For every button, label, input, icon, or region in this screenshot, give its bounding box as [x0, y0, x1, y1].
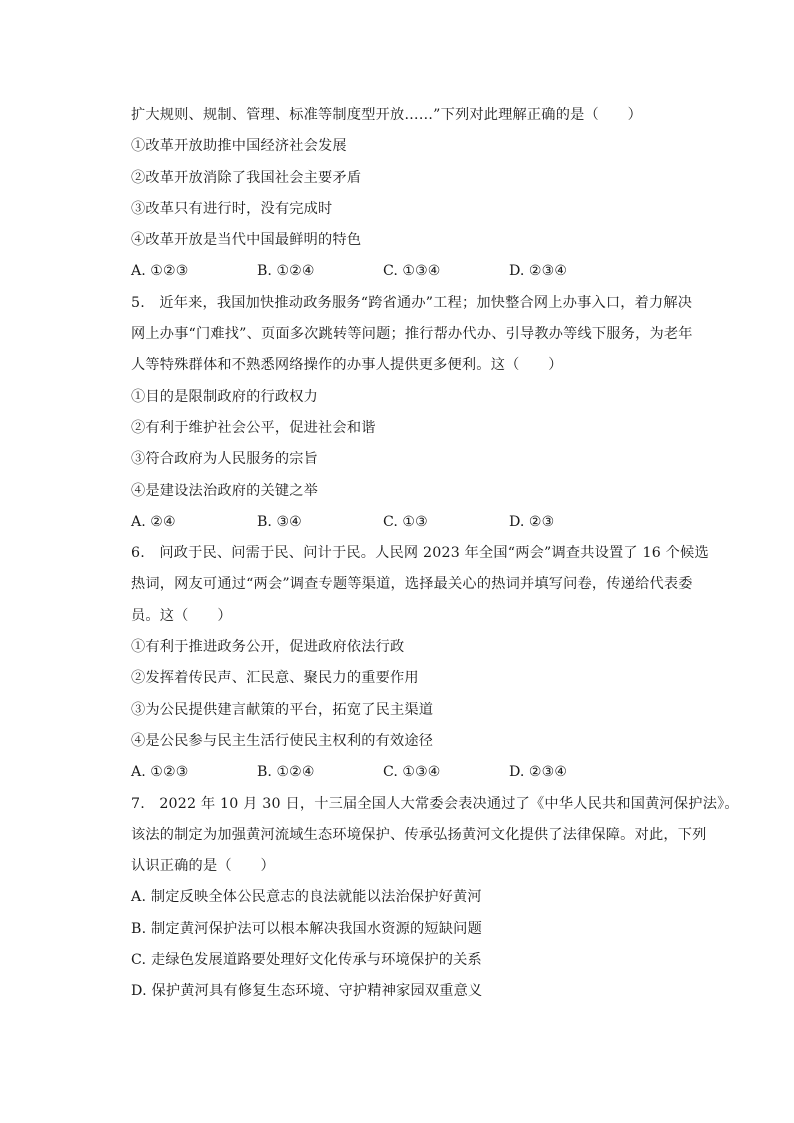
q7-option-b: B. 制定黄河保护法可以根本解决我国水资源的短缺问题 — [131, 920, 482, 937]
q6-stem-line-1: 6. 问政于民、问需于民、问计于民。人民网 2023 年全国“两会”调查共设置了 16 个候选 — [131, 545, 709, 562]
q5-statement-3: ③符合政府为人民服务的宗旨 — [131, 451, 319, 468]
q6-choice-a: A. ①②③ — [131, 764, 189, 781]
q4-choice-b: B. ①②④ — [257, 263, 315, 280]
q5-choices — [131, 507, 711, 538]
q5-choice-c: C. ①③ — [383, 513, 428, 530]
q5-statement-4: ④是建设法治政府的关键之举 — [131, 482, 319, 499]
q5-statement-2: ②有利于维护社会公平，促进社会和谐 — [131, 419, 376, 436]
q7-stem-line-3: 认识正确的是（ ） — [131, 858, 275, 875]
q7-stem-line-2: 该法的制定为加强黄河流域生态环境保护、传承弘扬黄河文化提供了法律保障。对此，下列 — [131, 826, 707, 843]
q6-statement-3: ③为公民提供建言献策的平台，拓宽了民主渠道 — [131, 701, 434, 718]
q5-stem-line-1: 5. 近年来，我国加快推动政务服务“跨省通办”工程；加快整合网上办事入口，着力解决 — [131, 294, 693, 311]
q5-choice-a: A. ②④ — [131, 513, 176, 530]
q6-choices — [131, 757, 711, 788]
q5-choice-d: D. ②③ — [509, 513, 555, 530]
q4-statement-1: ①改革开放助推中国经济社会发展 — [131, 138, 347, 155]
q7-stem-line-1: 7. 2022 年 10 月 30 日，十三届全国人大常委会表决通过了《中华人民共和国黄河保护法》。 — [131, 795, 739, 812]
q6-statement-2: ②发挥着传民声、汇民意、聚民力的重要作用 — [131, 670, 419, 687]
q4-choice-d: D. ②③④ — [509, 263, 568, 280]
q5-stem-line-2: 网上办事“门难找”、页面多次跳转等问题；推行帮办代办、引导教办等线下服务，为老年 — [131, 326, 693, 343]
q4-statement-3: ③改革只有进行时，没有完成时 — [131, 200, 333, 217]
q4-choices — [131, 256, 711, 287]
q6-stem-line-3: 员。这（ ） — [131, 607, 232, 624]
q4-statement-2: ②改革开放消除了我国社会主要矛盾 — [131, 169, 362, 186]
q5-choice-b: B. ③④ — [257, 513, 302, 530]
q7-option-d: D. 保护黄河具有修复生态环境、守护精神家园双重意义 — [131, 983, 483, 1000]
q6-statement-1: ①有利于推进政务公开，促进政府依法行政 — [131, 639, 405, 656]
q4-choice-c: C. ①③④ — [383, 263, 441, 280]
q7-option-c: C. 走绿色发展道路要处理好文化传承与环境保护的关系 — [131, 952, 482, 969]
q4-stem-tail: 扩大规则、规制、管理、标准等制度型开放……”下列对此理解正确的是（ ） — [131, 107, 643, 123]
q4-statement-4: ④改革开放是当代中国最鲜明的特色 — [131, 232, 362, 249]
q5-statement-1: ①目的是限制政府的行政权力 — [131, 388, 319, 405]
q5-stem-line-3: 人等特殊群体和不熟悉网络操作的办事人提供更多便利。这（ ） — [131, 357, 563, 374]
q4-choice-a: A. ①②③ — [131, 263, 189, 280]
q7-option-a: A. 制定反映全体公民意志的良法就能以法治保护好黄河 — [131, 889, 482, 906]
q6-choice-b: B. ①②④ — [257, 764, 315, 781]
q6-choice-c: C. ①③④ — [383, 764, 441, 781]
exam-page — [131, 100, 739, 1008]
q6-statement-4: ④是公民参与民主生活行使民主权利的有效途径 — [131, 732, 434, 749]
q6-stem-line-2: 热词，网友可通过“两会”调查专题等渠道，选择最关心的热词并填写问卷，传递给代表委 — [131, 576, 693, 593]
q6-choice-d: D. ②③④ — [509, 764, 568, 781]
